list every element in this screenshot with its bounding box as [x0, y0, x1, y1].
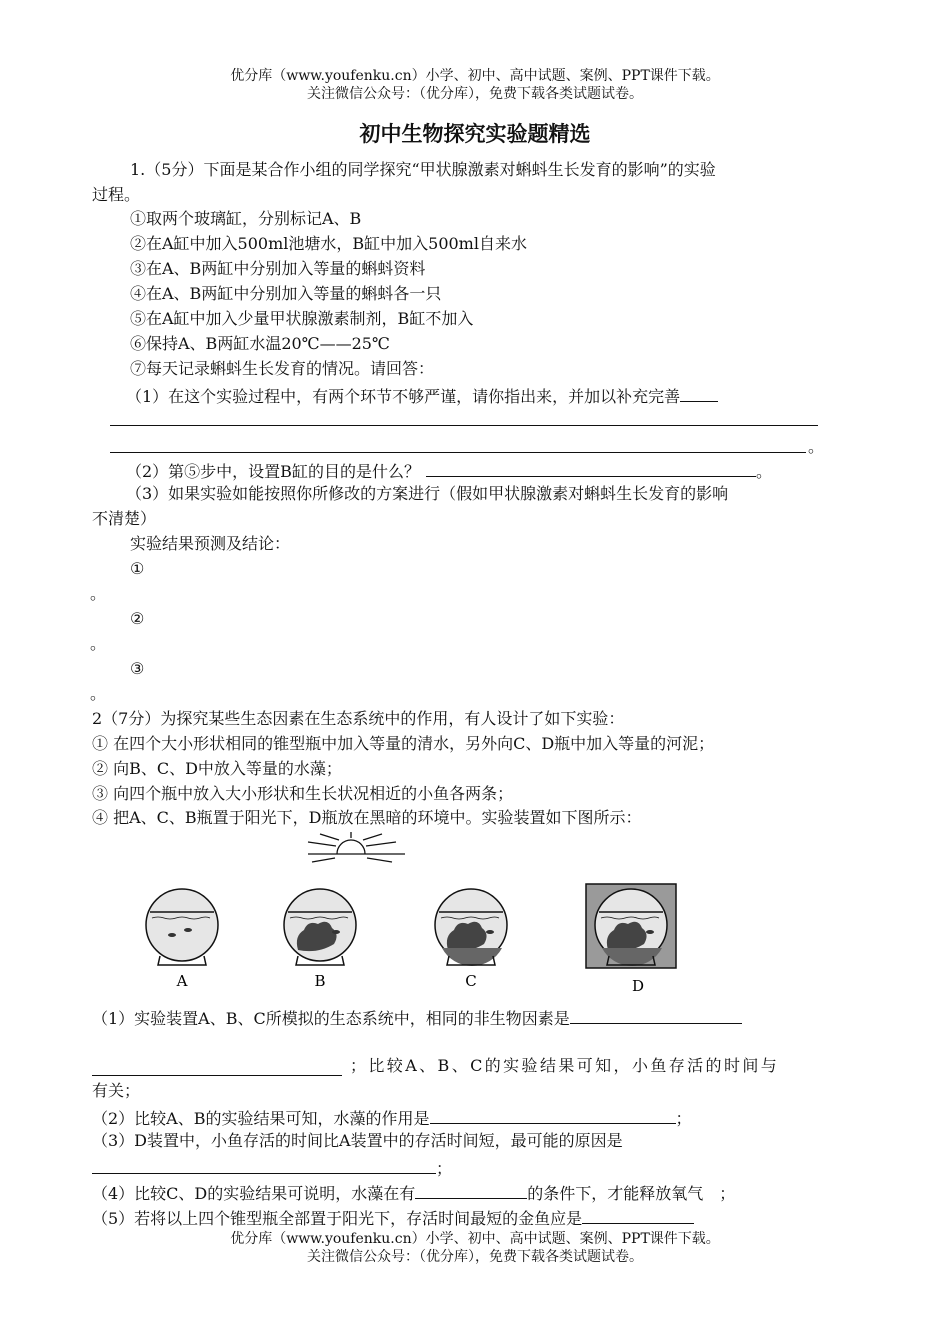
- flask-d: [586, 884, 676, 968]
- q1-step-2: ②在A缸中加入500ml池塘水，B缸中加入500ml自来水: [130, 234, 527, 253]
- answer-blank[interactable]: [415, 1181, 527, 1199]
- q1-step-5: ⑤在A缸中加入少量甲状腺激素制剂，B缸不加入: [130, 309, 474, 328]
- q2-s5-text: （5）若将以上四个锥型瓶全部置于阳光下，存活时间最短的金鱼应是: [92, 1209, 583, 1228]
- header-line-1: 优分库（www.youfenku.cn）小学、初中、高中试题、案例、PPT课件下载。: [230, 68, 720, 84]
- q1-predict: 实验结果预测及结论：: [130, 534, 291, 553]
- q1-sub2: [126, 459, 772, 482]
- q2-s4-end: 的条件下，才能释放氧气 ；: [527, 1184, 736, 1203]
- answer-blank[interactable]: [570, 1006, 742, 1024]
- q2-s4-text: （4）比较C、D的实验结果可说明，水藻在有: [92, 1184, 416, 1203]
- q1-period-2: 。: [90, 634, 107, 653]
- answer-blank[interactable]: [680, 384, 718, 402]
- q1-mark-3: ③: [130, 659, 145, 678]
- q2-step-2: ② 向B、C、D中放入等量的水藻；: [92, 759, 342, 778]
- q1-sub2-period: 。: [755, 462, 772, 481]
- q1-intro-cont: 过程。: [92, 185, 141, 204]
- answer-line[interactable]: [110, 425, 818, 426]
- q2-s3-answer: [92, 1156, 452, 1179]
- q1-intro: 1.（5分）下面是某合作小组的同学探究“甲状腺激素对蝌蚪生长发育的影响”的实验: [130, 160, 716, 179]
- q2-s2: [92, 1106, 692, 1129]
- page-title: 初中生物探究实验题精选: [359, 121, 591, 146]
- q1-step-1: ①取两个玻璃缸，分别标记A、B: [130, 209, 362, 228]
- q2-s1-text: （1）实验装置A、B、C所模拟的生态系统中，相同的非生物因素是: [92, 1009, 570, 1028]
- flask-b: [284, 889, 356, 965]
- q1-mark-1: ①: [130, 559, 145, 578]
- flask-label-a: A: [176, 972, 188, 990]
- footer-line-1: 优分库（www.youfenku.cn）小学、初中、高中试题、案例、PPT课件下载。: [230, 1231, 720, 1247]
- q1-step-6: ⑥保持A、B两缸水温20℃——25℃: [130, 334, 390, 353]
- q1-sub2-text: （2）第⑤步中，设置B缸的目的是什么？: [126, 462, 420, 481]
- q2-s2-text: （2）比较A、B的实验结果可知，水藻的作用是: [92, 1109, 430, 1128]
- flask-a: [146, 889, 218, 965]
- q2-s1-end: 有关；: [92, 1081, 141, 1100]
- q1-sub3: （3）如果实验如能按照你所修改的方案进行（假如甲状腺激素对蝌蚪生长发育的影响: [126, 484, 729, 503]
- flask-c: [435, 889, 507, 966]
- answer-line[interactable]: [110, 452, 806, 453]
- sun-icon: [308, 832, 405, 862]
- answer-line[interactable]: [92, 1075, 342, 1076]
- answer-blank[interactable]: [426, 459, 756, 477]
- q1-sub3-cont: 不清楚）: [92, 509, 157, 528]
- q2-s5: [92, 1206, 694, 1229]
- flask-label-d: D: [631, 977, 645, 995]
- footer-line-2: 关注微信公众号：（优分库），免费下载各类试题试卷。: [307, 1249, 643, 1265]
- q2-intro: 2（7分）为探究某些生态因素在生态系统中的作用，有人设计了如下实验：: [92, 709, 625, 728]
- q2-s1: [92, 1006, 742, 1029]
- q1-period-3: 。: [90, 684, 107, 703]
- q2-s1-cont: ；比较A、B、C的实验结果可知，小鱼存活的时间与: [350, 1056, 780, 1075]
- q1-step-4: ④在A、B两缸中分别加入等量的蝌蚪各一只: [130, 284, 442, 303]
- q2-step-1: ① 在四个大小形状相同的锥型瓶中加入等量的清水，另外向C、D瓶中加入等量的河泥；: [92, 734, 715, 753]
- flask-label-c: C: [465, 972, 477, 990]
- q1-sub1-text: （1）在这个实验过程中，有两个环节不够严谨，请你指出来，并加以补充完善: [126, 387, 681, 406]
- q2-s3-end: ；: [436, 1159, 453, 1178]
- q2-s3: （3）D装置中，小鱼存活的时间比A装置中的存活时间短，最可能的原因是: [92, 1131, 623, 1150]
- answer-blank[interactable]: [582, 1206, 694, 1224]
- flask-label-b: B: [314, 972, 326, 990]
- q2-s4: [92, 1181, 735, 1204]
- q1-mark-2: ②: [130, 609, 145, 628]
- q1-step-3: ③在A、B两缸中分别加入等量的蝌蚪资料: [130, 259, 426, 278]
- header-line-2: 关注微信公众号：（优分库），免费下载各类试题试卷。: [307, 86, 643, 102]
- experiment-figure: [130, 832, 690, 1002]
- q1-sub1: [126, 384, 718, 407]
- q2-s2-end: ；: [675, 1109, 692, 1128]
- q1-period-1: 。: [90, 584, 107, 603]
- q2-step-4: ④ 把A、C、B瓶置于阳光下，D瓶放在黑暗的环境中。实验装置如下图所示：: [92, 808, 642, 827]
- answer-blank[interactable]: [92, 1156, 436, 1174]
- q1-step-7: ⑦每天记录蝌蚪生长发育的情况。请回答：: [130, 359, 435, 378]
- q1-sub1-period: 。: [808, 437, 825, 456]
- q2-step-3: ③ 向四个瓶中放入大小形状和生长状况相近的小鱼各两条；: [92, 784, 514, 803]
- answer-blank[interactable]: [430, 1106, 676, 1124]
